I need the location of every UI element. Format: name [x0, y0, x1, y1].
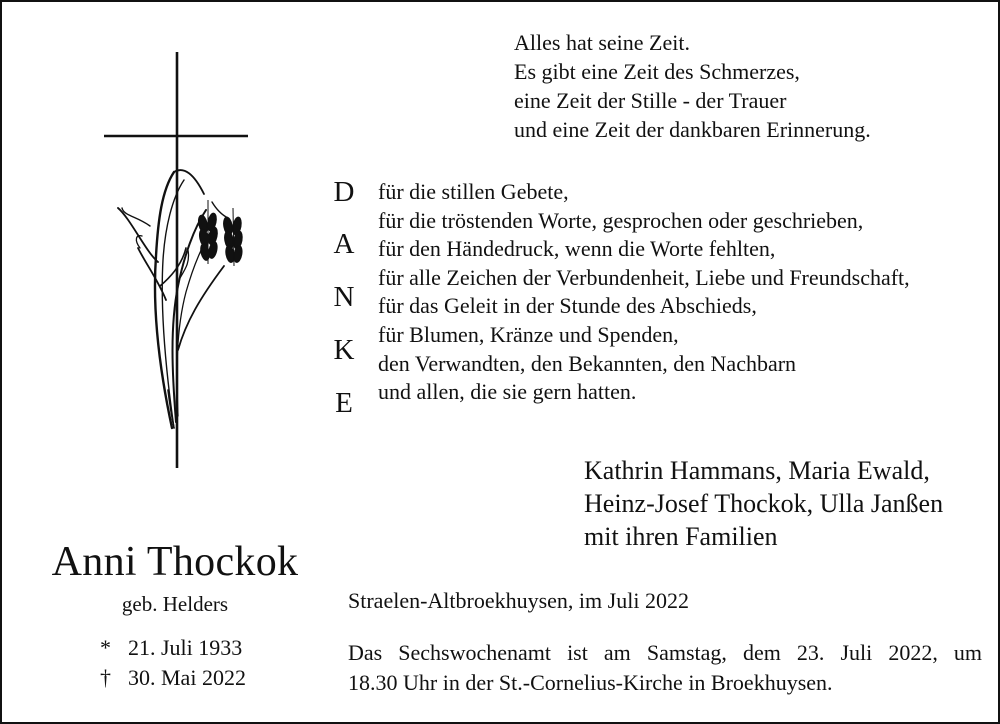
thanks-line: für Blumen, Kränze und Spenden, [378, 321, 679, 347]
place-date: Straelen-Altbroekhuysen, im Juli 2022 [348, 588, 689, 613]
signer-line: Heinz-Josef Thockok, Ulla Janßen [584, 489, 944, 518]
death-dagger-icon: † [100, 665, 111, 690]
birth-star-icon: * [100, 635, 111, 660]
maiden-name: geb. Helders [121, 592, 229, 616]
poem-line: Alles hat seine Zeit. [514, 30, 690, 55]
danke-letter: K [333, 334, 355, 366]
signers [584, 454, 943, 553]
birth-date: 21. Juli 1933 [128, 635, 243, 660]
poem-line: und eine Zeit der dankbaren Erinnerung. [514, 117, 871, 142]
poem [514, 28, 871, 144]
deceased-name: Anni Thockok [51, 539, 299, 585]
poem-line: Es gibt eine Zeit des Schmerzes, [514, 59, 800, 84]
signer-line: Kathrin Hammans, Maria Ewald, [584, 456, 930, 485]
death-date: 30. Mai 2022 [128, 665, 246, 690]
life-dates [100, 633, 246, 693]
thanks-list [378, 178, 910, 407]
thanks-line: den Verwandten, den Bekannten, den Nachbarn [378, 350, 797, 376]
thanks-line: für den Händedruck, wenn die Worte fehlten, [378, 236, 776, 262]
cross-icon [104, 52, 248, 468]
birth-row [100, 633, 246, 663]
poem-line: eine Zeit der Stille - der Trauer [514, 88, 787, 113]
danke-letter: N [333, 281, 355, 313]
notice-line: Das Sechswochenamt ist am Samstag, dem 23. Juli 2022, um [348, 640, 982, 665]
danke-letter: E [335, 387, 353, 419]
mass-notice [348, 638, 982, 698]
cross-with-wheat-icon [100, 50, 260, 470]
thanks-line: für die tröstenden Worte, gesprochen oder geschrieben, [378, 207, 864, 233]
thanks-line: und allen, die sie gern hatten. [378, 379, 637, 405]
wheat-ear-left-icon [197, 200, 219, 264]
notice-line: 18.30 Uhr in der St.-Cornelius-Kirche in Broekhuysen. [348, 670, 833, 695]
danke-letter: A [333, 228, 355, 260]
thanks-line: für alle Zeichen der Verbundenheit, Liebe und Freundschaft, [378, 264, 910, 290]
thanks-line: für die stillen Gebete, [378, 179, 569, 204]
signer-line: mit ihren Familien [584, 522, 778, 551]
death-row [100, 663, 246, 693]
danke-letter: D [333, 176, 355, 208]
wheat-icon [118, 170, 228, 428]
thanks-line: für das Geleit in der Stunde des Abschieds, [378, 293, 757, 319]
